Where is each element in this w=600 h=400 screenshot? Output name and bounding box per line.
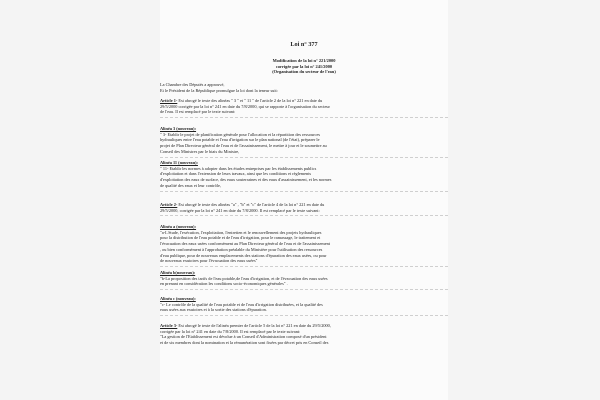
alinea-3 — [160, 126, 448, 160]
divider — [160, 157, 448, 158]
article-1-line: Est abrogé le texte des alinéas " 3 " et " 11 " de l'article 2 de la loi n° 221 en date du — [177, 98, 323, 103]
alinea-11-line: d'exploitation et dans l'extension de leurs travaux, ainsi que les conditions et règlements — [160, 171, 312, 177]
divider — [160, 191, 448, 192]
alinea-3-line: " 3- Etablir le projet de planification générale pour l'allocation et la répartition des ressources — [160, 131, 321, 137]
alinea-a-line: l'évacuation des eaux usées conformément au Plan Directeur général de l'eau et de l'assainissement — [160, 241, 330, 247]
article-1-line: de l'eau. Il est remplacé par le texte suivant: — [160, 109, 236, 115]
alinea-b-line: en prenant en considération les conditions socio-économiques générales" . — [160, 281, 288, 287]
divider — [160, 289, 448, 290]
subtitle-line: (Organisation du secteur de l'eau) — [272, 69, 336, 75]
preamble — [160, 82, 448, 93]
article-3 — [160, 323, 448, 346]
article-3-label: Article 3- — [160, 323, 178, 328]
article-3-line: et de six membres dont la nomination et la rémunération sont fixées par décret pris en Conseil des — [160, 340, 329, 346]
article-1-label: Article 1- — [160, 98, 178, 103]
article-2-label: Article 2- — [160, 202, 178, 207]
divider — [160, 117, 448, 118]
divider — [160, 215, 448, 216]
document-page — [160, 0, 448, 400]
article-1-line: 29/5/2000 corrigée par la loi n° 241 en date du 7/8/2000, qui se rapporte à l'organisation du secteur — [160, 103, 330, 109]
law-subtitle — [160, 58, 448, 75]
article-3-line: Est abrogé le texte de l'alinéa premier de l'article 5 de la loi n° 221 en date du 29/5/2000, — [177, 323, 331, 328]
article-1 — [160, 98, 448, 120]
alinea-c-line: "c- Le contrôle de la qualité de l'eau potable et de l'eau d'irrigation distribuées, et la qualité des — [160, 301, 323, 307]
alinea-11-label: Alinéa 11 (nouveau): — [160, 160, 198, 165]
alinea-a-line: , ou bien conformément à l'approbation préalable du Ministère pour l'utilisation des ressources — [160, 246, 323, 252]
alinea-11 — [160, 160, 448, 194]
alinea-a-line: pour la distribution de l'eau potable et de l'eau d'irrigation, pour le ramassage, le traitement et — [160, 235, 321, 241]
alinea-a-line: d'eau publique, pour de nouveaux emplacements des stations d'épuration des eaux usées, ou pour — [160, 252, 327, 258]
alinea-3-line: hydrauliques entre l'eau potable et l'eau d'irrigation sur le plan national (de l'état), préparer le — [160, 137, 320, 143]
article-2 — [160, 202, 448, 218]
subtitle-line: corrigée par la loi n° 241/2000 — [275, 63, 333, 69]
article-2-line: Est abrogé le texte des alinéas "a" , "b" et "c" de l'article 4 de la loi n° 221 en date du — [177, 202, 325, 207]
alinea-a-label: Alinéa a (nouveau): — [160, 224, 197, 229]
alinea-11-line: d'exploitation des eaux de surface, des eaux souterraines et des eaux d'assainissement, et les normes — [160, 177, 332, 183]
alinea-c-label: Alinéa c (nouveau): — [160, 296, 196, 301]
article-3-line: corrigée par la loi n° 241 en date du 7/8/2000. Il est remplacé par le texte suivant: — [160, 328, 301, 334]
alinea-11-line: de qualité des eaux et leur contrôle, — [160, 182, 221, 188]
divider — [160, 266, 448, 267]
alinea-3-line: projet de Plan Directeur général de l'eau et de l'assainissement, le mettre à jour et le soumettre au — [160, 143, 327, 149]
alinea-c — [160, 296, 448, 318]
alinea-b-label: Alinéa b(nouveau): — [160, 270, 196, 275]
subtitle-line: Modification de la loi n° 221/2000 — [272, 58, 336, 63]
alinea-a — [160, 224, 448, 269]
alinea-a-line: "a-L'étude, l'exécution, l'exploitation, l'entretien et le renouvellement des projets hydrauliques — [160, 229, 322, 235]
alinea-3-label: Alinéa 3 (nouveau): — [160, 126, 197, 131]
preamble-line: Et le Président de la République promulgue la loi dont la teneur suit: — [160, 87, 278, 93]
article-2-line: 29/5/2000, corrigée par la loi n° 241 en date du 7/8/2000. Il est remplacé par le texte suivant: — [160, 207, 320, 213]
divider — [160, 315, 448, 316]
law-title: Loi n° 377 — [290, 41, 318, 48]
preamble-line: La Chambre des Députés a approuvé, — [160, 82, 225, 87]
alinea-c-line: eaux usées aux exutoires et à la sortie des stations d'épuration. — [160, 307, 267, 313]
alinea-11-line: " 11- Etablir les normes à adopter dans les études entreprises par les établissements publics — [160, 165, 317, 171]
alinea-3-line: Conseil des Ministres par le biais du Ministre, — [160, 148, 240, 154]
alinea-b-line: "b-La proposition des tarifs de l'eau potable,de l'eau d'irrigation, et de l'évacuation des eaux usées — [160, 275, 328, 281]
article-3-line: "La gestion de l'Etablissement est dévolue à un Conseil d'Administration composé d'un président — [160, 334, 327, 340]
alinea-b — [160, 270, 448, 292]
alinea-a-line: de nouveaux exutoires pour l'évacuation des eaux usées" — [160, 258, 258, 264]
